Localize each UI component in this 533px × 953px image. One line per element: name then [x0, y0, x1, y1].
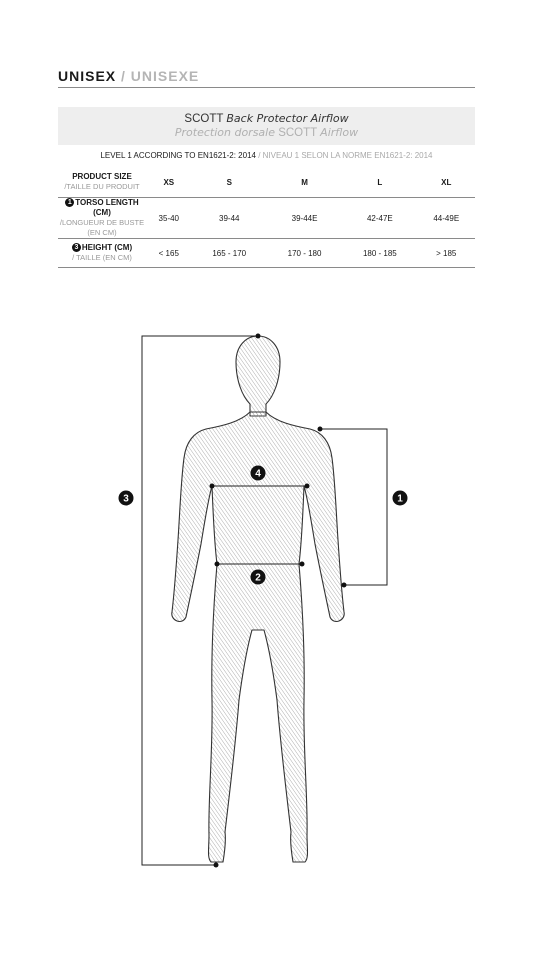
table-cell: < 165 — [146, 239, 192, 268]
table-cell: 42-47E — [342, 198, 417, 239]
heading-separator: / — [121, 68, 126, 84]
size-l: L — [377, 177, 383, 187]
product-name-fr: Protection dorsale — [174, 126, 275, 139]
marker-3 — [119, 491, 134, 506]
table-cell: 39-44 — [192, 198, 267, 239]
size-m: M — [301, 177, 308, 187]
heading-fr: UNISEXE — [130, 68, 200, 84]
svg-text:1: 1 — [397, 493, 403, 505]
brand-en: SCOTT — [184, 113, 224, 125]
heading-en: UNISEX — [58, 68, 117, 84]
table-cell: 180 - 185 — [342, 239, 417, 268]
table-cell: 35-40 — [146, 198, 192, 239]
marker-4 — [251, 466, 266, 481]
svg-text:2: 2 — [255, 572, 261, 584]
table-cell: 165 - 170 — [192, 239, 267, 268]
product-size-label: PRODUCT SIZE /TAILLE DU PRODUIT — [64, 172, 140, 191]
size-s: S — [226, 177, 232, 187]
table-cell: 170 - 180 — [267, 239, 342, 268]
torso-length-label: 1 TORSO LENGTH (CM) /LONGUEUR DE BUSTE (EN CM) — [59, 198, 145, 237]
height-label: 3 HEIGHT (CM) / TAILLE (EN CM) — [58, 239, 146, 268]
badge-3: 3 — [72, 243, 81, 252]
standard-en: LEVEL 1 ACCORDING TO EN1621-2: 2014 — [100, 151, 256, 160]
marker-1 — [393, 491, 408, 506]
size-xl: XL — [441, 177, 452, 187]
table-cell: 39-44E — [267, 198, 342, 239]
size-xs: XS — [163, 177, 175, 187]
product-model-fr: Airflow — [320, 126, 359, 139]
svg-text:3: 3 — [123, 493, 129, 505]
table-cell: > 185 — [418, 239, 475, 268]
marker-2 — [251, 570, 266, 585]
product-name-en: Back Protector Airflow — [226, 112, 349, 125]
standard-fr: / NIVEAU 1 SELON LA NORME EN1621-2: 2014 — [258, 151, 433, 160]
body-silhouette — [172, 336, 344, 862]
table-cell: 44-49E — [418, 198, 475, 239]
brand-fr: SCOTT — [278, 127, 317, 139]
badge-1: 1 — [65, 198, 74, 207]
svg-text:4: 4 — [255, 468, 261, 480]
